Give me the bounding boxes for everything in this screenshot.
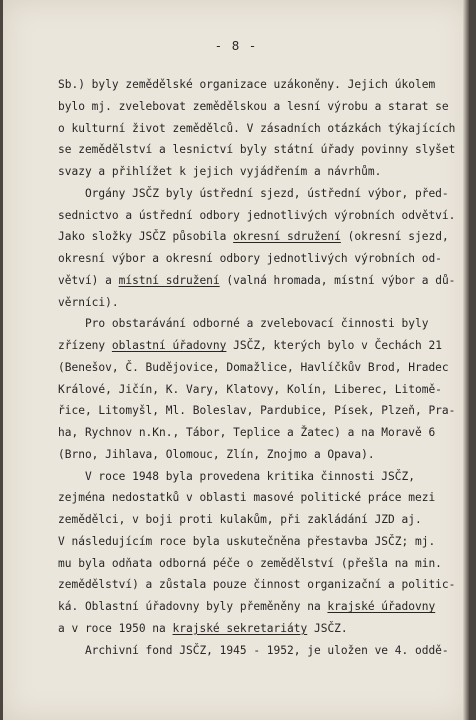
text-segment: o kulturní život zemědělců. V zásadních otázkách týkajících <box>58 121 456 135</box>
text-line <box>58 509 458 531</box>
text-line <box>58 618 458 640</box>
text-segment: ha, Rychnov n.Kn., Tábor, Teplice a Žatec) a na Moravě 6 <box>58 426 436 439</box>
text-line <box>58 183 458 205</box>
page-number: - 8 - <box>214 38 258 53</box>
text-segment: okresní výbor a okresní odbory jednotlivých výrobních od- <box>58 252 442 265</box>
text-segment: mu byla odňata odborná péče o zemědělství (přešla na min. <box>58 556 442 570</box>
text-segment: řice, Litomyšl, Ml. Boleslav, Pardubice, Písek, Plzeň, Pra- <box>58 404 456 418</box>
text-segment: bylo mj. zvelebovat zemědělskou a lesní výrobu a starat se <box>58 99 449 113</box>
text-segment: zejména nedostatků v oblasti masové politické práce mezi <box>58 491 436 505</box>
text-segment: zemědělci, v boji proti kulakům, při zakládání JZD aj. <box>58 513 422 526</box>
text-segment: a v roce 1950 na <box>58 621 173 635</box>
text-segment: Archivní fond JSČZ, 1945 - 1952, je uložen ve 4. oddě- <box>58 643 449 657</box>
text-line <box>58 270 458 292</box>
text-line <box>58 574 458 596</box>
text-line <box>58 335 458 357</box>
text-segment: Sb.) byly zemědělské organizace uzákoněny. Jejich úkolem <box>58 78 436 91</box>
text-line <box>58 444 458 466</box>
underlined-term: krajské úřadovny <box>327 600 436 613</box>
text-segment: zemědělství) a zůstala pouze činnost organizační a politic- <box>58 578 456 592</box>
text-segment: větví) a <box>58 273 119 287</box>
text-segment: JSČZ, kterých bylo v Čechách 21 <box>226 339 442 352</box>
text-line <box>58 487 458 509</box>
text-line <box>58 226 458 248</box>
text-line <box>58 357 458 379</box>
text-line <box>58 422 458 444</box>
text-segment: zřízeny <box>58 339 112 352</box>
text-line <box>58 96 458 118</box>
text-line <box>58 466 458 488</box>
page-edge <box>463 0 469 720</box>
text-line <box>58 596 458 618</box>
text-line <box>58 292 458 314</box>
text-line <box>58 640 458 662</box>
text-line <box>58 248 458 270</box>
text-line <box>58 74 458 96</box>
text-segment: V roce 1948 byla provedena kritika činnosti JSČZ, <box>58 469 415 483</box>
document-page <box>3 0 469 720</box>
text-segment: (valná hromada, místní výbor a dů- <box>219 273 456 287</box>
text-segment: Králové, Jičín, K. Vary, Klatovy, Kolín, Liberec, Litomě- <box>58 382 442 396</box>
text-segment: Pro obstarávání odborné a zvelebovací činnosti byly <box>58 317 429 331</box>
text-segment: Jako složky JSČZ působila <box>58 230 234 244</box>
text-segment: Orgány JSČZ byly ústřední sjezd, ústřední výbor, před- <box>58 186 449 200</box>
text-segment: V následujícím roce byla uskutečněna přestavba JSČZ; mj. <box>58 534 436 548</box>
text-segment: se zemědělství a lesnictví byly státní úřady povinny slyšet <box>58 143 456 157</box>
text-line <box>58 313 458 335</box>
underlined-term: krajské sekretariáty <box>172 621 308 635</box>
text-line <box>58 139 458 161</box>
text-segment: (Brno, Jihlava, Olomouc, Zlín, Znojmo a Opava). <box>58 447 375 461</box>
underlined-term: místní sdružení <box>118 273 220 287</box>
text-segment: JSČZ. <box>307 621 348 635</box>
text-line <box>58 205 458 227</box>
text-line <box>58 400 458 422</box>
text-segment: sednictvo a ústřední odbory jednotlivých výrobních odvětví. <box>58 208 456 222</box>
text-line <box>58 118 458 140</box>
text-segment: ká. Oblastní úřadovny byly přeměněny na <box>58 600 328 613</box>
text-segment: věrníci). <box>58 295 119 309</box>
underlined-term: oblastní úřadovny <box>111 339 227 352</box>
text-line <box>58 379 458 401</box>
body-text <box>58 74 458 661</box>
text-segment: (okresní sjezd, <box>340 230 449 244</box>
text-segment: svazy a přihlížet k jejich vyjádřením a návrhům. <box>58 165 382 178</box>
underlined-term: okresní sdružení <box>233 230 341 244</box>
text-line <box>58 553 458 575</box>
text-segment: (Benešov, Č. Budějovice, Domažlice, Havlíčkův Brod, Hradec <box>58 360 449 374</box>
text-line <box>58 161 458 183</box>
text-line <box>58 531 458 553</box>
